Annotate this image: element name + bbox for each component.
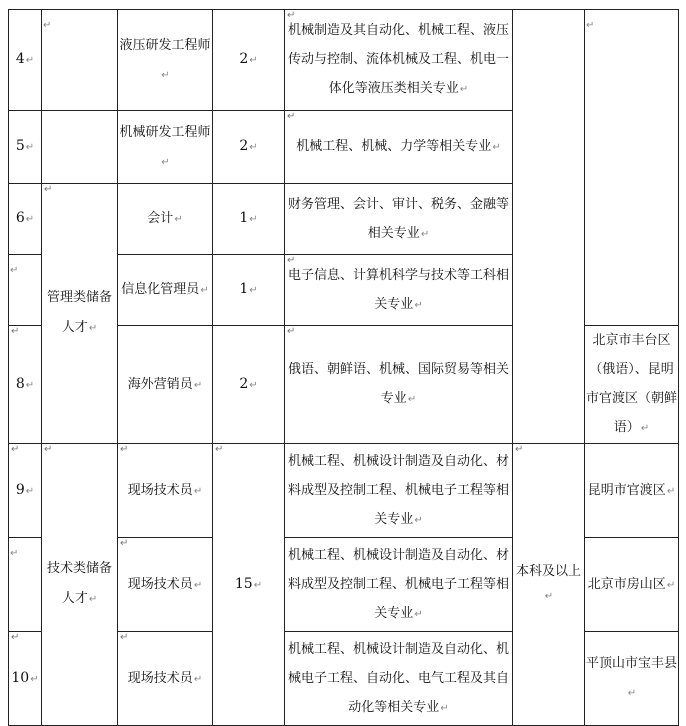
cell-location: 北京市房山区↵ [585,538,679,632]
cell-position: ↵ 现场技术员↵ [118,632,213,726]
cell-major: ↵ 机械工程、机械、力学等相关专业↵ [285,111,513,184]
cell-location: 北京市丰台区（俄语）、昆明市官渡区（朝鲜语）↵ [585,326,679,444]
cell-no: ↵ 10↵ [9,632,42,726]
cell-category-management: ↵ 管理类储备人才↵ [42,184,118,444]
cell-position: 会计↵ [118,184,213,255]
cell-category-technical: ↵ 技术类储备人才↵ [42,444,118,726]
cell-education-blank [513,10,585,444]
cell-position: 液压研发工程师↵ [118,10,213,111]
cell-major: 机械工程、机械设计制造及自动化、材料成型及控制工程、机械电子工程等相关专业↵ [285,538,513,632]
cell-count: 1↵ [213,184,285,255]
recruitment-table [8,9,679,726]
cell-count: 2↵ [213,326,285,444]
cell-position: 机械研发工程师↵ [118,111,213,184]
table-row [9,10,679,111]
cell-no: ↵ [9,255,42,326]
cell-major: ↵ 机械制造及其自动化、机械工程、液压传动与控制、流体机械及工程、机电一体化等液压类相关专业↵ [285,10,513,111]
cell-no: ↵ 8↵ [9,326,42,444]
cell-count-shared: ↵ 15↵ [213,444,285,726]
cell-count: 2↵ [213,111,285,184]
cell-major: ↵ 电子信息、计算机科学与技术等工科相关专业↵ [285,255,513,326]
cell-no: 6↵ [9,184,42,255]
cell-count: 2↵ [213,10,285,111]
cell-count: 1↵ [213,255,285,326]
cell-position: ↵ 现场技术员↵ [118,538,213,632]
cell-location: 昆明市官渡区↵ [585,444,679,538]
cell-major: 机械工程、机械设计制造及自动化、机械电子工程、自动化、电气工程及其自动化等相关专业↵ [285,632,513,726]
cell-position: ↵ 现场技术员↵ [118,444,213,538]
cell-location: 平顶山市宝丰县↵ [585,632,679,726]
cell-no: ↵ 9↵ [9,444,42,538]
cell-no: 5↵ [9,111,42,184]
cell-no: 4↵ [9,10,42,111]
cell-no: ↵ [9,538,42,632]
cell-category-blank: ↵ [42,10,118,111]
cell-major: ↵ 俄语、朝鲜语、机械、国际贸易等相关专业↵ [285,326,513,444]
cell-location-blank: ↵ [585,10,679,326]
cell-position: 信息化管理员↵ [118,255,213,326]
cell-position: 海外营销员↵ [118,326,213,444]
cell-major: 机械工程、机械设计制造及自动化、材料成型及控制工程、机械电子工程等相关专业↵ [285,444,513,538]
cell-education: ↵ 本科及以上↵ [513,444,585,726]
cell-major: 财务管理、会计、审计、税务、金融等相关专业↵ [285,184,513,255]
table-row [9,444,679,538]
cell-category-blank [42,111,118,184]
